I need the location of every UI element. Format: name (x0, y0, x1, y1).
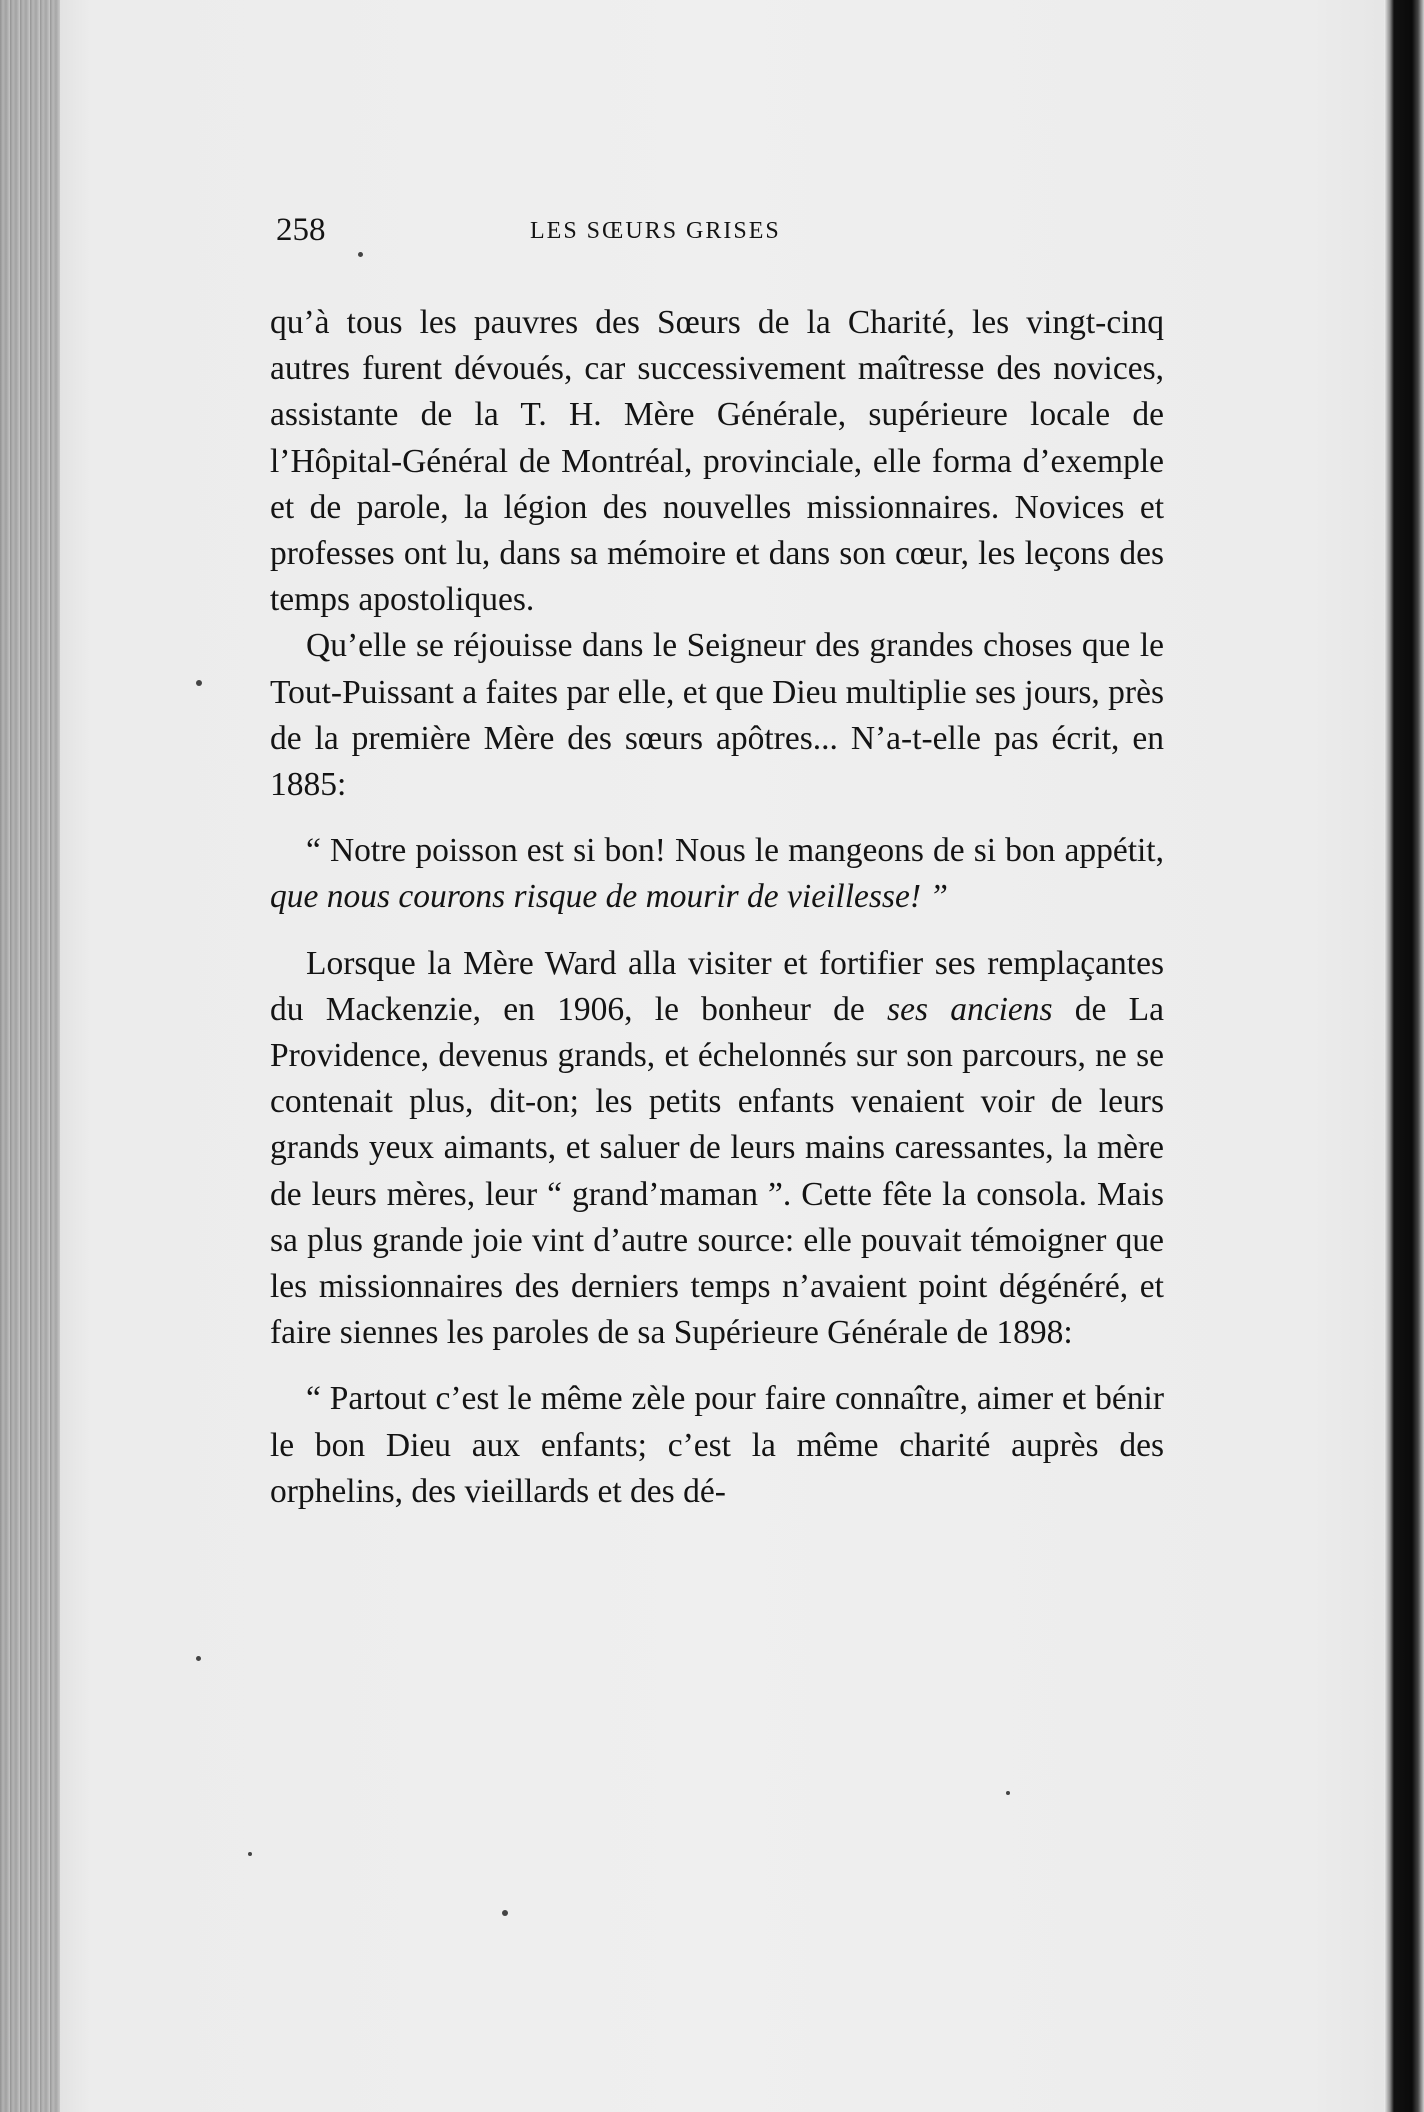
scan-speck (358, 252, 363, 257)
body-text (270, 300, 1164, 1535)
paragraph-3 (270, 941, 1164, 1357)
paragraph-1: qu’à tous les pauvres des Sœurs de la Charité, les vingt-cinq autres furent dévoués, car successivement maîtresse des novices, assistante de la T. H. Mère Générale, supérieure locale de l’Hôpital-Général de Montréal, provinciale, elle forma d’exemple et de parole, la légion des nouvelles missionnaires. Novices et professes ont lu, dans sa mémoire et dans son cœur, les leçons des temps apostoliques. (270, 304, 1164, 619)
book-page (270, 0, 1170, 2112)
scan-speck (1006, 1791, 1010, 1795)
page-number: 258 (276, 212, 326, 248)
scan-speck (196, 1656, 201, 1661)
quotation-1-text: “ Notre poisson est si bon! Nous le mangeons de si bon appétit, (306, 832, 1164, 870)
scan-speck (248, 1852, 252, 1856)
running-head: LES SŒURS GRISES (530, 218, 781, 244)
scan-right-border (1384, 0, 1424, 2112)
book-gutter-edge (0, 0, 60, 2112)
paragraph-2: Qu’elle se réjouisse dans le Seigneur des grandes choses que le Tout-Puissant a faites par elle, et que Dieu multiplie ses jours, près de la première Mère des sœurs apôtres... N’a-t-elle pas écrit, en 1885: (270, 627, 1164, 804)
quotation-2: “ Partout c’est le même zèle pour faire connaître, aimer et bénir le bon Dieu aux enfants; c’est la même charité auprès des orphelins, des vieillards et des dé- (270, 1380, 1164, 1510)
paragraph-3-part-b: de La Providence, devenus grands, et échelonnés sur son parcours, ne se contenait plus, dit-on; les petits enfants venaient voir de leurs grands yeux aimants, et saluer de leurs mains caressantes, la mère de leurs mères, leur “ grand’maman ”. Cette fête la consola. Mais sa plus grande joie vint d’autre source: elle pouvait témoigner que les missionnaires des derniers temps n’avaient point dégénéré, et faire siennes les paroles de sa Supérieure Générale de 1898: (270, 990, 1164, 1352)
quotation-1-italic: que nous courons risque de mourir de vieillesse! ” (270, 878, 948, 916)
page-header (276, 212, 1171, 252)
scan-speck (502, 1910, 508, 1916)
scan-speck (196, 680, 202, 686)
paragraph-3-part-a: Lorsque la Mère Ward alla visiter et fortifier ses remplaçantes du Mackenzie, en 1906, le bonheur de (270, 944, 1164, 1028)
quotation-1 (270, 828, 1164, 920)
paragraph-3-italic: ses anciens (887, 990, 1053, 1028)
